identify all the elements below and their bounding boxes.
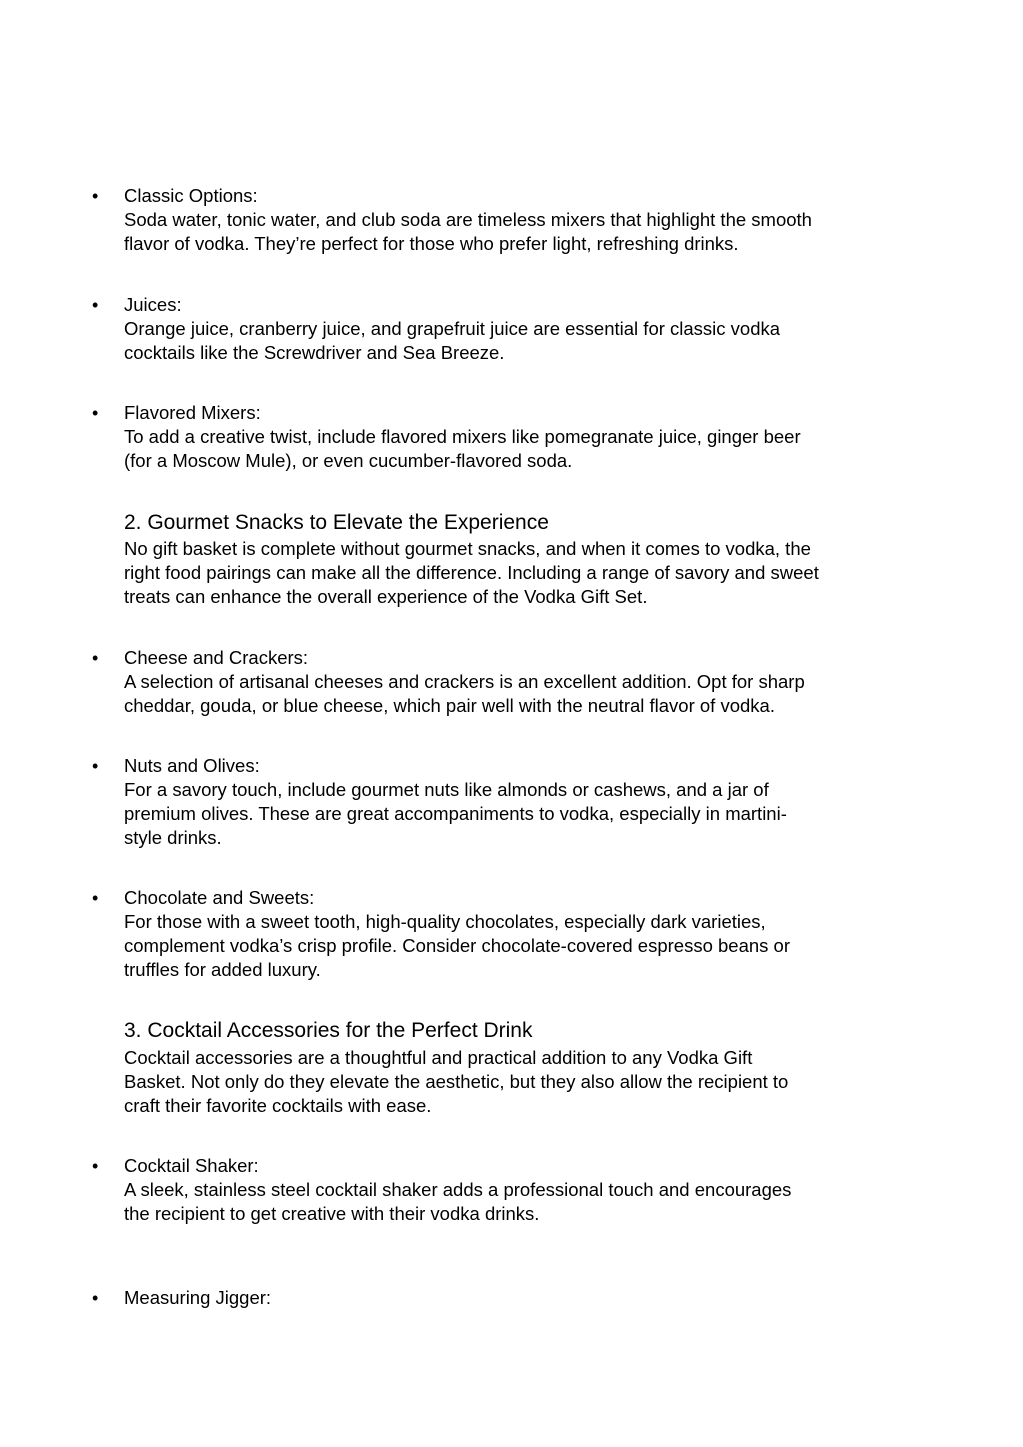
- bullet-marker: •: [92, 648, 99, 668]
- list-item-text: cocktails like the Screwdriver and Sea Breeze.: [124, 342, 505, 363]
- list-item-text: cheddar, gouda, or blue cheese, which pair well with the neutral flavor of vodka.: [124, 695, 775, 716]
- bullet-marker: •: [92, 1288, 99, 1308]
- list-item-title: Classic Options:: [124, 185, 258, 206]
- section-heading-gourmet-snacks: 2. Gourmet Snacks to Elevate the Experience: [124, 511, 549, 534]
- bullet-marker: •: [92, 1156, 99, 1176]
- list-item-classic-options: [124, 184, 914, 256]
- list-item-text: premium olives. These are great accompaniments to vodka, especially in martini-: [124, 803, 787, 824]
- list-item-flavored-mixers: [124, 401, 914, 473]
- section-heading-cocktail-accessories: 3. Cocktail Accessories for the Perfect Drink: [124, 1019, 533, 1042]
- list-item-juices: [124, 293, 914, 365]
- list-item-text: Orange juice, cranberry juice, and grapefruit juice are essential for classic vodka: [124, 318, 781, 339]
- paragraph-line: No gift basket is complete without gourmet snacks, and when it comes to vodka, the: [124, 538, 811, 559]
- list-item-text: flavor of vodka. They’re perfect for those who prefer light, refreshing drinks.: [124, 233, 739, 254]
- paragraph-line: Basket. Not only do they elevate the aesthetic, but they also allow the recipient to: [124, 1071, 789, 1092]
- list-item-cocktail-shaker: [124, 1154, 914, 1226]
- paragraph-line: Cocktail accessories are a thoughtful and practical addition to any Vodka Gift: [124, 1047, 753, 1068]
- list-item-measuring-jigger: [124, 1286, 914, 1310]
- bullet-marker: •: [92, 888, 99, 908]
- list-item-chocolate-sweets: [124, 886, 914, 982]
- list-item-title: Chocolate and Sweets:: [124, 887, 315, 908]
- bullet-marker: •: [92, 756, 99, 776]
- list-item-text: (for a Moscow Mule), or even cucumber-flavored soda.: [124, 450, 573, 471]
- bullet-marker: •: [92, 403, 99, 423]
- list-item-text: style drinks.: [124, 827, 222, 848]
- list-item-text: A selection of artisanal cheeses and crackers is an excellent addition. Opt for sharp: [124, 671, 805, 692]
- list-item-nuts-olives: [124, 754, 914, 850]
- bullet-marker: •: [92, 295, 99, 315]
- list-item-title: Nuts and Olives:: [124, 755, 260, 776]
- list-item-text: A sleek, stainless steel cocktail shaker adds a professional touch and encourages: [124, 1179, 792, 1200]
- list-item-text: For a savory touch, include gourmet nuts like almonds or cashews, and a jar of: [124, 779, 769, 800]
- section-intro-cocktail-accessories: [124, 1046, 914, 1118]
- list-item-title: Measuring Jigger:: [124, 1287, 272, 1308]
- list-item-text: Soda water, tonic water, and club soda are timeless mixers that highlight the smooth: [124, 209, 812, 230]
- list-item-text: complement vodka’s crisp profile. Consider chocolate-covered espresso beans or: [124, 935, 790, 956]
- paragraph-line: treats can enhance the overall experience of the Vodka Gift Set.: [124, 586, 648, 607]
- list-item-text: For those with a sweet tooth, high-quality chocolates, especially dark varieties,: [124, 911, 766, 932]
- paragraph-line: right food pairings can make all the difference. Including a range of savory and sweet: [124, 562, 819, 583]
- paragraph-line: craft their favorite cocktails with ease.: [124, 1095, 432, 1116]
- list-item-cheese-crackers: [124, 646, 914, 718]
- section-intro-gourmet-snacks: [124, 537, 914, 609]
- bullet-marker: •: [92, 186, 99, 206]
- list-item-text: truffles for added luxury.: [124, 959, 321, 980]
- list-item-title: Juices:: [124, 294, 182, 315]
- list-item-title: Cocktail Shaker:: [124, 1155, 259, 1176]
- list-item-text: To add a creative twist, include flavored mixers like pomegranate juice, ginger beer: [124, 426, 801, 447]
- list-item-title: Flavored Mixers:: [124, 402, 261, 423]
- list-item-text: the recipient to get creative with their vodka drinks.: [124, 1203, 540, 1224]
- list-item-title: Cheese and Crackers:: [124, 647, 309, 668]
